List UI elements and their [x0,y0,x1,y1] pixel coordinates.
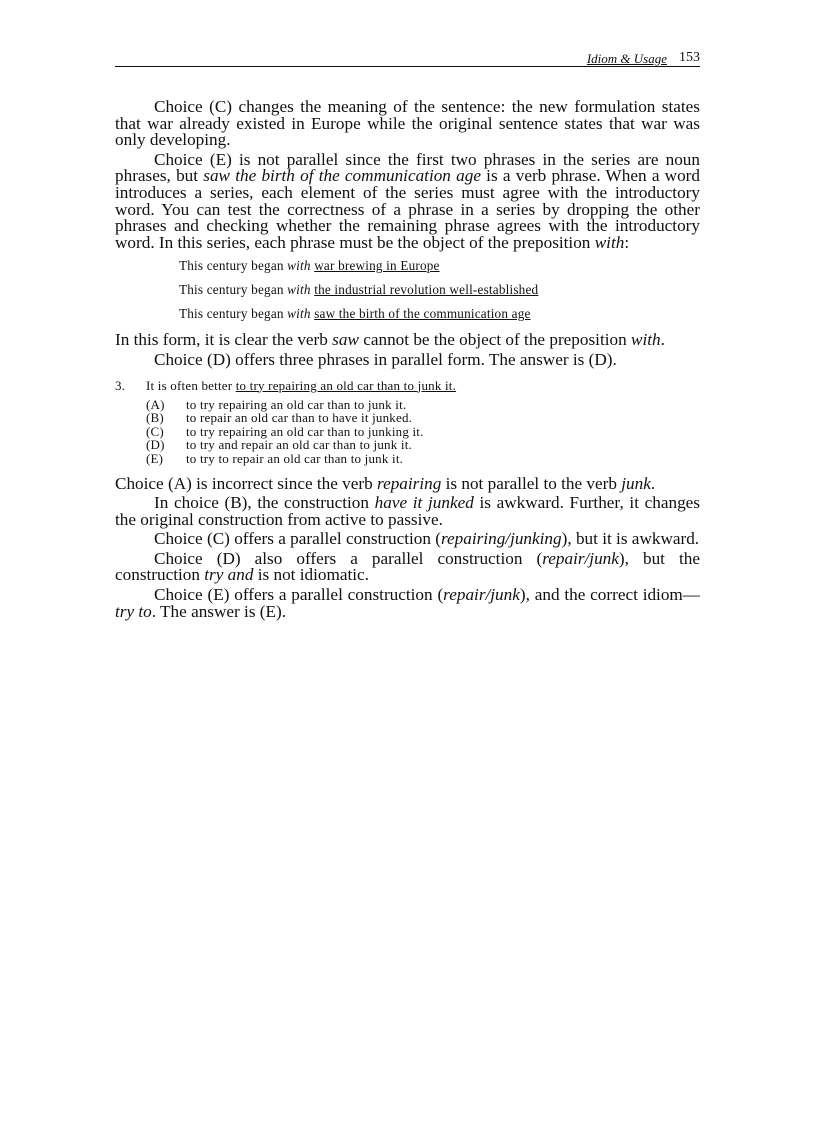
choice-letter: (D) [146,437,165,453]
answer-choices [146,398,700,466]
answer-choice [146,452,700,466]
example-line [115,254,700,278]
text: Choice (A) is incorrect since the verb [115,473,378,493]
example-prefix: This century began [179,306,288,322]
choice-text: to try repairing an old car than to junk it. [186,396,407,412]
example-line [115,278,700,302]
choice-text: to try to repair an old car than to junk it. [186,450,404,466]
explanation-choice-e [115,587,700,620]
text: is a verb phrase. When a word introduces a series, each element of the series must agree with the introductory word. You can test the correctness of a phrase in a series by dropping the other phrases and checking whether the remaining phrase agrees with the introductory word. In this series, each phrase must be the object of the preposition [115,166,701,252]
explanation-choice-a [115,473,700,493]
text: . [660,330,665,350]
text: . [650,473,656,493]
text: Choice (C) offers a parallel construction ( [154,529,441,549]
choice-text: to repair an old car than to have it junked. [186,410,413,426]
text: is awkward. Further, it changes the original construction from active to passive. [115,493,700,529]
running-header [115,50,700,67]
text: : [624,232,630,252]
text: In choice (B), the construction [154,493,375,513]
paragraph-choice-e [115,149,701,252]
choice-text: to try and repair an old car than to junk it. [186,437,412,453]
example-phrase: the industrial revolution well-established [314,282,539,298]
italic-phrase: repair/junk [443,585,520,605]
italic-word: junk [621,473,651,493]
example-with: with [287,282,311,298]
italic-phrase: try and [204,565,254,585]
paragraph-choice-c: Choice (C) changes the meaning of the sentence: the new formulation states that war already existed in Europe while the original sentence states that war was only developing. [115,97,700,150]
paragraph-this-form [115,332,700,349]
italic-word: with [594,232,625,252]
choice-letter: (B) [146,410,164,426]
text: Choice (E) is not parallel since the first two phrases in the series are noun phrases, but [115,149,700,186]
explanation-choice-d [115,548,700,585]
example-prefix: This century began [179,258,288,274]
italic-word: repairing [377,473,442,493]
example-with: with [287,258,311,274]
choice-letter: (C) [146,423,164,439]
italic-word: saw [332,330,359,350]
text: ), and the correct idiom— [519,585,700,605]
italic-phrase: repairing/junking [441,529,562,549]
italic-phrase: have it junked [374,493,474,513]
text: ), but it is awkward. [561,529,700,549]
choice-letter: (E) [146,450,164,466]
text: is not parallel to the verb [441,473,622,493]
text: Choice (D) also offers a parallel construction ( [154,548,543,568]
text: . The answer is (E). [151,601,287,621]
text: ), but the construction [115,548,700,585]
text: cannot be the object of the preposition [358,330,631,350]
explanation-choice-b [115,495,700,528]
example-list [115,254,700,326]
example-with: with [287,306,311,322]
page-body [115,99,700,623]
choice-letter: (A) [146,396,165,412]
answer-choice [146,438,700,452]
header-section-title: Idiom & Usage [586,51,667,66]
italic-word: with [630,330,661,350]
example-prefix: This century began [179,282,288,298]
example-phrase: war brewing in Europe [314,258,440,274]
question-number: 3. [115,377,126,393]
answer-choice [146,411,700,425]
answer-choice [146,398,700,412]
choice-text: to try repairing an old car than to junking it. [186,423,424,439]
text: Choice (E) offers a parallel construction ( [154,585,444,605]
page-number: 153 [679,50,700,65]
italic-phrase: repair/junk [542,548,619,568]
question-underlined: to try repairing an old car than to junk it. [235,377,457,393]
example-line [115,302,700,326]
text: In this form, it is clear the verb [115,330,333,350]
example-phrase: saw the birth of the communication age [314,306,531,322]
question-text: It is often better [146,377,236,393]
question-stem [115,378,700,394]
text: is not idiomatic. [253,565,369,585]
italic-phrase: saw the birth of the communication age [203,166,481,186]
paragraph-choice-d: Choice (D) offers three phrases in parallel form. The answer is (D). [154,349,617,369]
answer-choice [146,425,700,439]
italic-phrase: try to [115,601,152,621]
explanation-choice-c [115,531,700,548]
